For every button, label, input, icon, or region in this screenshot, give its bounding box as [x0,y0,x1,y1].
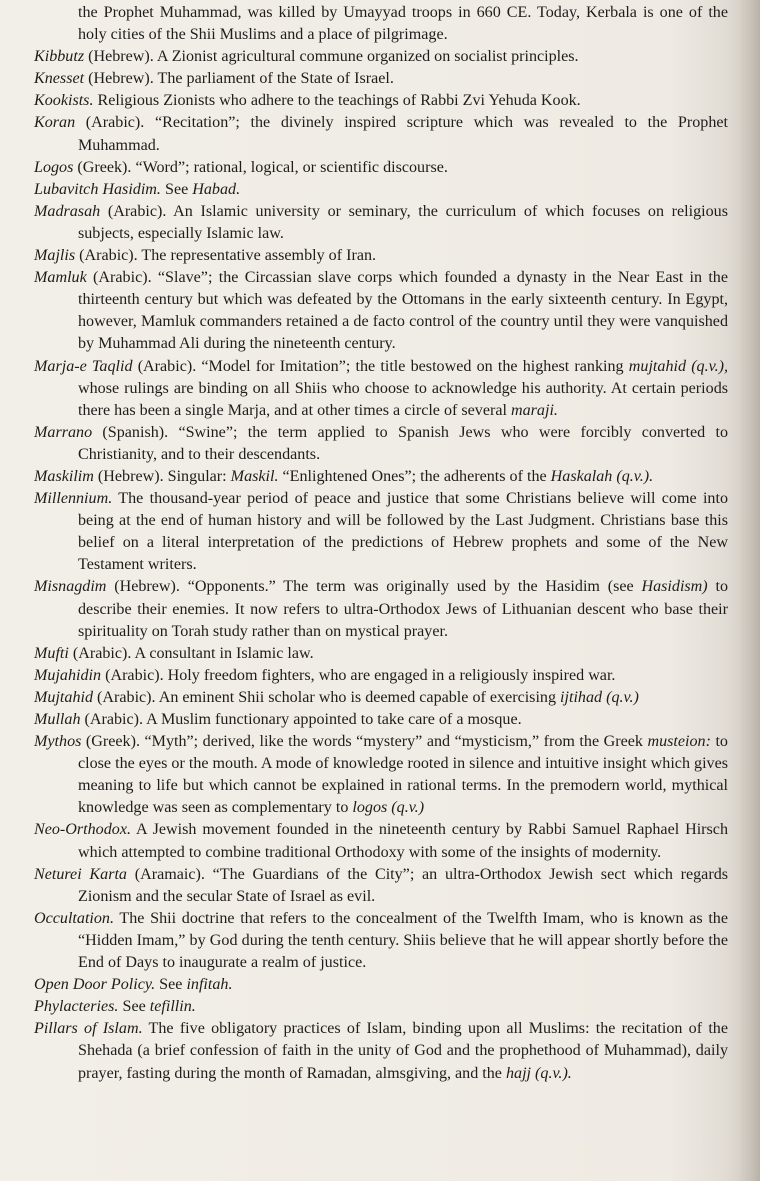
cross-reference: Haskalah (q.v.). [550,467,654,485]
cross-reference: mujtahid (q.v.), [628,357,728,375]
glossary-entry: Neturei Karta (Aramaic). “The Guardians of the City”; an ultra-Orthodox Jewish sect which regards Zionism and the secular State of Israel as evil. [34,865,728,905]
glossary-term: Marrano [34,423,93,441]
glossary-entry: Knesset (Hebrew). The parliament of the State of Israel. [34,70,394,88]
glossary-entry: Mujahidin (Arabic). Holy freedom fighters, who are engaged in a religiously inspired war. [34,666,616,684]
glossary-entry: Logos (Greek). “Word”; rational, logical, or scientific discourse. [34,158,448,176]
glossary-term: Mujtahid [34,688,94,706]
glossary-term: Mamluk [34,269,87,287]
glossary-entry: Occultation. The Shii doctrine that refers to the concealment of the Twelfth Imam, who is known as the “Hidden Imam,” by God during the tenth century. Shiis believe that he will appear shortly before the End of Days to inaugurate a realm of justice. [34,909,728,972]
glossary-term: Mufti [34,644,69,662]
glossary-term: Neturei Karta [34,865,127,883]
glossary-entry: Mamluk (Arabic). “Slave”; the Circassian slave corps which founded a dynasty in the Near East in the thirteenth century but which was defeated by the Ottomans in the early sixteenth century. In Egypt, however, Mamluk commanders retained a de facto control of the country until they were vanquished by Muhammad Ali during the nineteenth century. [34,269,728,353]
cross-reference: infitah. [186,976,233,994]
glossary-entry: Lubavitch Hasidim. See Habad. [34,180,241,198]
glossary-entry: Millennium. The thousand-year period of peace and justice that some Christians believe will come into being at the end of human history and will be followed by the Last Judgment. Christians base this belief on a literal interpretation of the predictions of Hebrew prophets and some of the New Testament writers. [34,490,728,574]
cross-reference: ijtihad (q.v.) [560,688,639,706]
cross-reference: musteion: [647,733,711,751]
glossary-entry: Maskilim (Hebrew). Singular: Maskil. “Enlightened Ones”; the adherents of the Haskalah (q.v.). [34,467,654,485]
cross-reference: Hasidism) [641,578,708,596]
glossary-entry: the Prophet Muhammad, was killed by Umayyad troops in 660 CE. Today, Kerbala is one of the holy cities of the Shii Muslims and a place of pilgrimage. [78,4,728,44]
glossary-entry: Misnagdim (Hebrew). “Opponents.” The term was originally used by the Hasidim (see Hasidism) to describe their enemies. It now refers to ultra-Orthodox Jews of Lithuanian descent who base their spirituality on Torah study rather than on mystical prayer. [34,578,729,640]
page-gutter-shadow [738,0,760,1181]
glossary-entry: Kookists. Religious Zionists who adhere to the teachings of Rabbi Zvi Yehuda Kook. [34,92,581,110]
glossary-term: Knesset [34,70,85,88]
cross-reference: maraji. [511,401,558,419]
glossary-entry: Open Door Policy. See infitah. [34,976,233,994]
glossary-term: Open Door Policy. [34,976,156,994]
glossary-term: Millennium. [34,490,113,508]
glossary-term: Mullah [34,711,81,728]
glossary-term: Marja-e Taqlid [34,357,133,375]
cross-reference: tefillin. [149,998,196,1016]
glossary-term: Maskilim [34,467,94,485]
glossary-term: Koran [34,114,76,132]
glossary-entry: Mythos (Greek). “Myth”; derived, like the words “mystery” and “mysticism,” from the Greek musteion: to close the eyes or the mouth. A mode of knowledge rooted in silence and intuitive insight which gives meaning to life but which cannot be explained in rational terms. In the premodern world, mythical knowledge was seen as complementary to logos (q.v.) [34,733,728,817]
glossary-entry: Madrasah (Arabic). An Islamic university or seminary, the curriculum of which focuses on religious subjects, especially Islamic law. [34,202,728,242]
glossary-term: Logos [34,158,74,176]
cross-reference: Maskil. [230,467,279,485]
glossary-text [34,2,728,1085]
glossary-term: Occultation. [34,909,115,927]
glossary-entry: Mufti (Arabic). A consultant in Islamic law. [34,644,314,662]
cross-reference: hajj (q.v.). [505,1064,572,1082]
glossary-entry: Kibbutz (Hebrew). A Zionist agricultural commune organized on socialist principles. [34,48,579,66]
glossary-term: Lubavitch Hasidim. [34,180,161,198]
glossary-term: Pillars of Islam. [34,1020,143,1038]
glossary-entry: Marja-e Taqlid (Arabic). “Model for Imitation”; the title bestowed on the highest ranking mujtahid (q.v.), whose rulings are binding on all Shiis who choose to acknowledge his authority. At certain periods there has been a single Marja, and at other times a circle of several maraji. [34,357,728,419]
glossary-term: Kookists. [34,92,94,110]
glossary-term: Neo-Orthodox. [34,821,131,839]
glossary-entry: Koran (Arabic). “Recitation”; the divinely inspired scripture which was revealed to the Prophet Muhammad. [34,114,728,154]
glossary-entry: Neo-Orthodox. A Jewish movement founded in the nineteenth century by Rabbi Samuel Raphael Hirsch which attempted to combine traditional Orthodoxy with some of the insights of modernity. [34,821,728,861]
cross-reference: logos (q.v.) [352,799,425,817]
glossary-term: Majlis [34,247,76,265]
glossary-term: Mythos [34,733,82,751]
glossary-entry: Phylacteries. See tefillin. [34,998,196,1016]
glossary-entry: Pillars of Islam. The five obligatory practices of Islam, binding upon all Muslims: the recitation of the Shehada (a brief confession of faith in the unity of God and the prophethood of Muhammad), daily prayer, fasting during the month of Ramadan, almsgiving, and the hajj (q.v.). [34,1020,728,1082]
glossary-term: Kibbutz [34,48,85,66]
glossary-term: Madrasah [34,202,101,220]
glossary-term: Phylacteries. [34,998,119,1016]
glossary-term: Mujahidin [34,666,102,684]
glossary-entry: Marrano (Spanish). “Swine”; the term applied to Spanish Jews who were forcibly converted to Christianity, and to their descendants. [34,423,728,463]
cross-reference: Habad. [192,180,241,198]
glossary-entry: Mullah (Arabic). A Muslim functionary appointed to take care of a mosque. [34,711,522,728]
glossary-entry: Majlis (Arabic). The representative assembly of Iran. [34,247,377,265]
glossary-entry: Mujtahid (Arabic). An eminent Shii scholar who is deemed capable of exercising ijtihad (q.v.) [34,688,639,706]
glossary-term: Misnagdim [34,578,107,596]
